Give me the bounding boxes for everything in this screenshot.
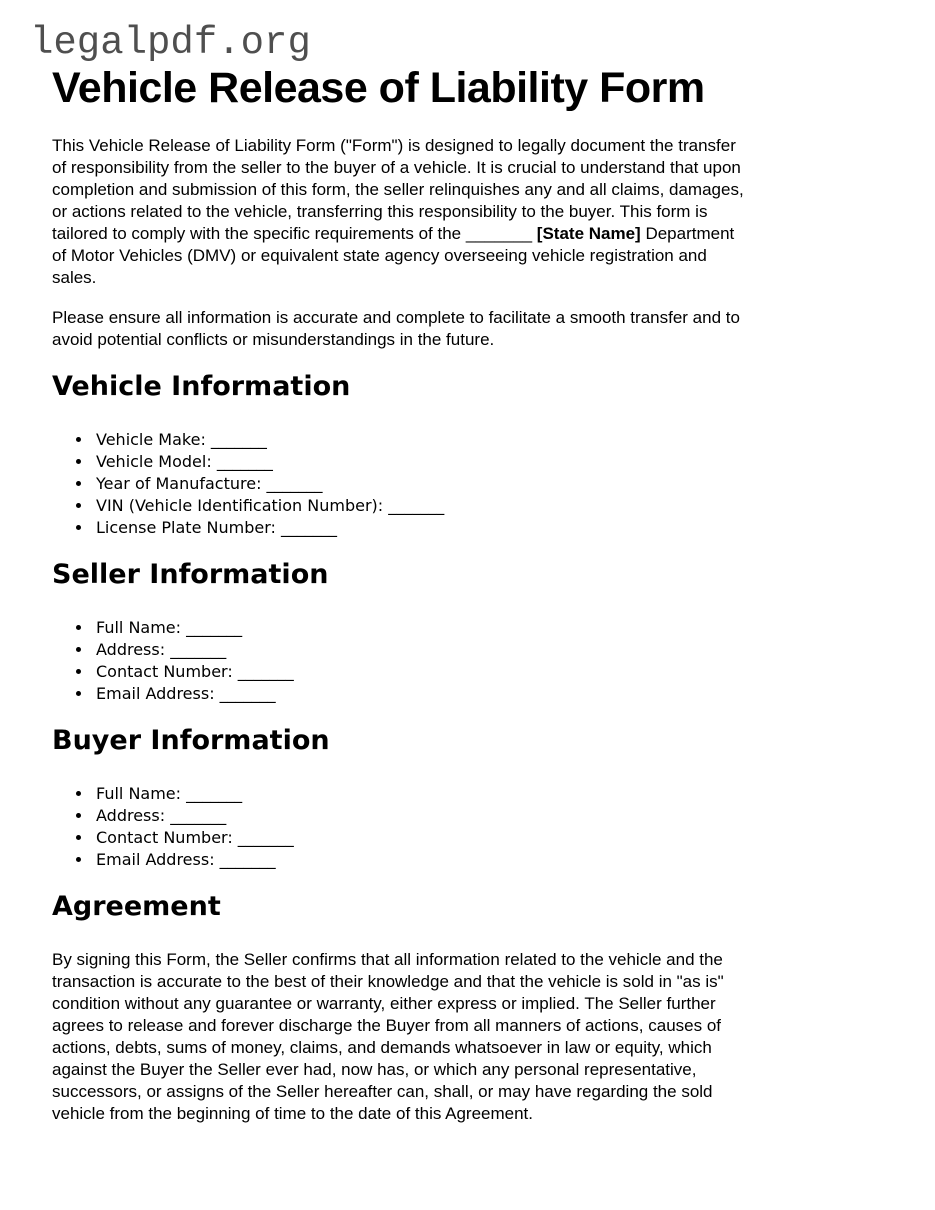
- seller-contact-number-item: • Contact Number: _______: [93, 661, 883, 683]
- buyer-contact-number-item: • Contact Number: _______: [93, 827, 883, 849]
- intro-paragraph: [52, 135, 747, 289]
- buyer-address-item: • Address: _______: [93, 805, 883, 827]
- buyer-email-address-item: • Email Address: _______: [93, 849, 883, 871]
- buyer-information-list: [52, 783, 883, 871]
- vehicle-make-item: • Vehicle Make: _______: [93, 429, 883, 451]
- seller-information-heading: Seller Information: [52, 559, 329, 590]
- agreement-paragraph: By signing this Form, the Seller confirms that all information related to the vehicle and the transaction is accurate to the best of their knowledge and that the vehicle is sold in "as is" condition without any guarantee or warranty, either express or implied. The Seller further agrees to release and forever discharge the Buyer from all manners of actions, causes of actions, debts, sums of money, claims, and demands whatsoever in law or equity, which against the Buyer the Seller ever had, now has, or which any personal representative, successors, or assigns of the Seller hereafter can, shall, or may have regarding the sold vehicle from the beginning of time to the date of this Agreement.: [52, 950, 724, 1123]
- vehicle-information-list: [52, 429, 883, 539]
- intro-text-before-blank: This Vehicle Release of Liability Form ("Form") is designed to legally document the transfer of responsibility from the seller to the buyer of a vehicle. It is crucial to understand that upon completion and submission of this form, the seller relinquishes any and all claims, damages, or actions related to the vehicle, transferring this responsibility to the buyer. This form is tailored to comply with the specific requirements of the: [52, 136, 744, 243]
- seller-full-name-item: • Full Name: _______: [93, 617, 883, 639]
- page-title: Vehicle Release of Liability Form: [52, 64, 705, 112]
- buyer-full-name-item: • Full Name: _______: [93, 783, 883, 805]
- intro-text-after-bold: Department of Motor Vehicles (DMV) or equivalent state agency overseeing vehicle registration and sales.: [52, 224, 735, 287]
- buyer-information-heading: Buyer Information: [52, 725, 330, 756]
- vehicle-model-item: • Vehicle Model: _______: [93, 451, 883, 473]
- seller-information-list: [52, 617, 883, 705]
- seller-email-address-item: • Email Address: _______: [93, 683, 883, 705]
- vehicle-information-heading: Vehicle Information: [52, 371, 351, 402]
- logo-text: legalpdf.org: [30, 21, 311, 65]
- year-of-manufacture-item: • Year of Manufacture: _______: [93, 473, 883, 495]
- seller-address-item: • Address: _______: [93, 639, 883, 661]
- vin-item: • VIN (Vehicle Identification Number): _______: [93, 495, 883, 517]
- state-blank-line: _______: [465, 224, 533, 243]
- note-paragraph: Please ensure all information is accurate and complete to facilitate a smooth transfer and to avoid potential conflicts or misunderstandings in the future.: [52, 308, 740, 349]
- state-name-placeholder: [State Name]: [536, 224, 641, 243]
- license-plate-item: • License Plate Number: _______: [93, 517, 883, 539]
- agreement-heading: Agreement: [52, 891, 221, 922]
